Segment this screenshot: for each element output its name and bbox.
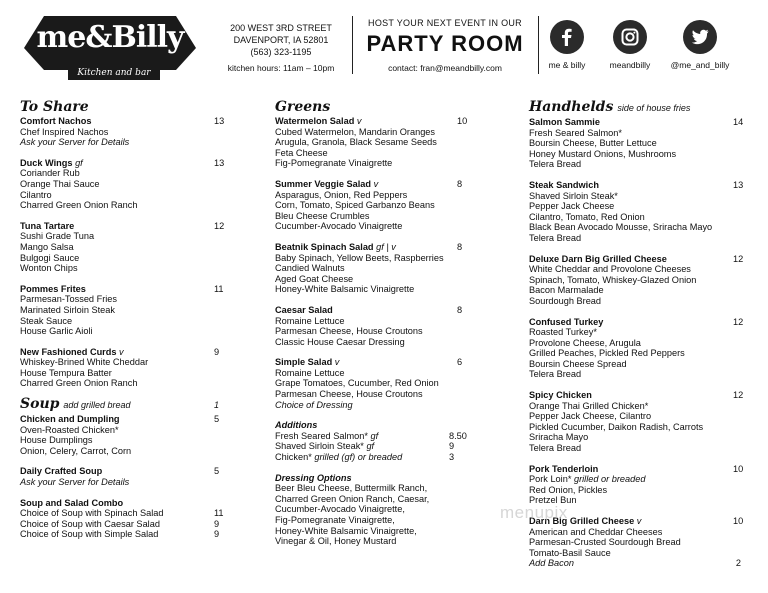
party-room-block <box>356 18 534 73</box>
item-desc: Orange Thai Sauce <box>20 178 100 189</box>
section-header-soup <box>20 395 232 414</box>
menu-column-left <box>20 98 232 550</box>
item-desc: Pickled Cucumber, Daikon Radish, Carrots <box>529 421 704 432</box>
item-diet-tag: gf <box>366 441 375 452</box>
combo-option: Choice of Soup with Simple Salad <box>20 529 159 540</box>
item-name: Simple Salad <box>275 357 333 368</box>
item-price: 10 <box>733 463 744 474</box>
item-diet-tag: v <box>636 516 642 526</box>
item-desc: House Dumplings <box>20 435 93 446</box>
item-desc: Red Onion, Pickles <box>529 484 608 495</box>
item-note: Ask your Server for Details <box>20 137 130 148</box>
item-desc: House Tempura Batter <box>20 367 112 378</box>
addition-label: Fresh Seared Salmon* <box>275 430 368 441</box>
item-price: 9 <box>214 346 220 357</box>
addition-label: Chicken* <box>275 452 312 463</box>
item-desc: Orange Thai Grilled Chicken* <box>529 400 649 411</box>
dressing-line: Cucumber-Avocado Vinaigrette, <box>275 504 405 515</box>
item-desc: Onion, Celery, Carrot, Corn <box>20 445 132 456</box>
item-name: Steak Sandwich <box>529 179 599 190</box>
item-price: 14 <box>733 117 744 127</box>
item-price: 12 <box>733 316 744 327</box>
item-desc: Romaine Lettuce <box>275 315 345 326</box>
item-price: 12 <box>733 390 744 401</box>
item-desc: Parmesan Cheese, House Croutons <box>275 326 423 337</box>
item-name: Beatnik Spinach Salad <box>275 241 374 252</box>
facebook-icon[interactable] <box>550 20 584 54</box>
item-price: 13 <box>214 157 225 168</box>
item-name: Chicken and Dumpling <box>20 414 120 425</box>
dressing-title: Dressing Options <box>275 472 352 483</box>
party-host-text: HOST YOUR NEXT EVENT IN OUR <box>368 18 522 28</box>
item-desc: Honey Mustard Onions, Mushrooms <box>529 148 677 159</box>
social-instagram[interactable] <box>590 20 670 70</box>
party-room-title: PARTY ROOM <box>366 31 524 56</box>
social-handle: meandbilly <box>609 60 651 70</box>
section-note-price: 1 <box>214 400 220 411</box>
item-desc: Charred Green Onion Ranch <box>20 378 138 389</box>
item-price: 3 <box>449 452 455 463</box>
item-desc: Charred Green Onion Ranch <box>20 200 138 211</box>
logo-brand: me&Billy <box>36 20 184 55</box>
item-desc: Provolone Cheese, Arugula <box>529 337 641 348</box>
item-name: Tuna Tartare <box>20 220 75 231</box>
menu-item <box>529 317 751 381</box>
social-handle: me & billy <box>548 60 586 70</box>
item-price: 5 <box>214 414 220 425</box>
item-diet-tag: v <box>334 357 340 368</box>
menu-item <box>20 221 232 274</box>
item-desc: Arugula, Granola, Black Sesame Seeds <box>275 137 437 148</box>
item-desc: Wonton Chips <box>20 263 78 274</box>
section-title-greens: Greens <box>275 99 331 115</box>
item-desc: Pepper Jack Cheese, Cilantro <box>529 411 652 422</box>
item-desc: Marinated Sirloin Steak <box>20 304 115 315</box>
section-note: side of house fries <box>617 103 691 113</box>
item-desc: Fresh Seared Salmon* <box>529 127 622 138</box>
menu-item <box>275 179 475 232</box>
item-name: Soup and Salad Combo <box>20 497 124 508</box>
item-desc: Oven-Roasted Chicken* <box>20 424 119 435</box>
item-desc: House Garlic Aioli <box>20 326 93 337</box>
item-desc: Feta Cheese <box>275 147 328 158</box>
item-desc: Baby Spinach, Yellow Beets, Raspberries <box>275 252 444 263</box>
item-price: 12 <box>214 220 225 231</box>
twitter-icon[interactable] <box>683 20 717 54</box>
combo-option: Choice of Soup with Caesar Salad <box>20 518 160 529</box>
item-desc: Parmesan-Crusted Sourdough Bread <box>529 537 681 548</box>
item-desc: Pork Loin* <box>529 474 572 485</box>
item-desc: Pretzel Bun <box>529 495 577 506</box>
menu-item <box>529 117 751 170</box>
item-desc: Shaved Sirloin Steak* <box>529 190 618 201</box>
logo <box>24 14 196 82</box>
item-desc: Romaine Lettuce <box>275 367 345 378</box>
item-price: 8 <box>457 304 463 315</box>
item-desc: Aged Goat Cheese <box>275 273 354 284</box>
menu-item <box>529 516 751 569</box>
item-desc: Bleu Cheese Crumbles <box>275 210 370 221</box>
menu-item <box>20 158 232 211</box>
item-diet-tag: gf <box>75 157 83 168</box>
item-desc: Honey-White Balsamic Vinaigrette <box>275 284 415 295</box>
item-desc: Fig-Pomegranate Vinaigrette <box>275 158 393 169</box>
addition-label: Shaved Sirloin Steak* <box>275 441 364 452</box>
item-diet-tag: v <box>373 178 379 189</box>
item-desc: Grape Tomatoes, Cucumber, Red Onion <box>275 378 439 389</box>
watermark: menupix <box>500 503 568 522</box>
item-desc: White Cheddar and Provolone Cheeses <box>529 264 691 275</box>
item-note: Choice of Dressing <box>275 399 353 410</box>
dressing-options-block <box>275 473 475 547</box>
additions-block <box>275 420 475 462</box>
dressing-line: Vinegar & Oil, Honey Mustard <box>275 536 397 547</box>
item-desc: Steak Sauce <box>20 315 73 326</box>
item-name: Deluxe Darn Big Grilled Cheese <box>529 253 667 264</box>
item-desc: Chef Inspired Nachos <box>20 126 109 137</box>
party-contact-email[interactable]: contact: fran@meandbilly.com <box>388 63 502 73</box>
menu-item <box>20 466 232 487</box>
address-block <box>206 22 356 74</box>
item-name: Watermelon Salad <box>275 116 355 126</box>
item-name: Caesar Salad <box>275 304 333 315</box>
item-price: 5 <box>214 466 220 477</box>
menu-item <box>275 357 475 410</box>
dressing-line: Charred Green Onion Ranch, Caesar, <box>275 493 430 504</box>
item-name: Summer Veggie Salad <box>275 178 371 189</box>
item-name: New Fashioned Curds <box>20 346 117 357</box>
item-price: 11 <box>214 508 224 519</box>
item-desc: Cucumber-Avocado Vinaigrette <box>275 221 403 232</box>
item-desc: Parmesan Cheese, House Croutons <box>275 389 423 400</box>
kitchen-hours: kitchen hours: 11am – 10pm <box>227 63 335 73</box>
address-street: 200 WEST 3RD STREET <box>230 23 332 33</box>
item-name: Comfort Nachos <box>20 116 92 126</box>
item-name: Pommes Frites <box>20 283 86 294</box>
item-desc: Mango Salsa <box>20 241 74 252</box>
address-city: DAVENPORT, IA 52801 <box>233 35 329 45</box>
item-name: Pork Tenderloin <box>529 463 599 474</box>
item-desc: American and Cheddar Cheeses <box>529 526 663 537</box>
menu-item <box>275 116 475 169</box>
section-note: add grilled bread <box>63 400 131 411</box>
item-name: Daily Crafted Soup <box>20 466 103 477</box>
item-desc: Spinach, Tomato, Whiskey-Glazed Onion <box>529 274 697 285</box>
item-diet-tag: grilled (gf) or breaded <box>314 452 403 463</box>
item-desc: Coriander Rub <box>20 168 80 179</box>
add-on-label: Add Bacon <box>529 558 574 569</box>
menu-item <box>275 242 475 295</box>
item-price: 8 <box>457 241 463 252</box>
item-price: 9 <box>449 441 455 452</box>
menu-item <box>20 498 232 540</box>
item-price: 11 <box>214 283 224 294</box>
item-desc: Bulgogi Sauce <box>20 252 80 263</box>
item-desc: Candied Walnuts <box>275 263 345 274</box>
item-price: 10 <box>457 116 468 126</box>
item-desc: Tomato-Basil Sauce <box>529 547 611 558</box>
menu-item <box>529 180 751 244</box>
section-title-to-share: To Share <box>20 99 89 115</box>
item-diet-tag: v <box>119 346 124 357</box>
menu-column-middle <box>275 98 475 557</box>
item-price: 8 <box>457 178 463 189</box>
section-title-soup: Soup <box>20 396 60 413</box>
social-handle: @me_and_billy <box>670 60 730 70</box>
additions-title: Additions <box>275 420 318 431</box>
menu-item <box>529 254 751 307</box>
item-price: 10 <box>733 516 744 526</box>
item-desc: Telera Bread <box>529 159 582 170</box>
menu-item <box>20 284 232 337</box>
combo-option: Choice of Soup with Spinach Salad <box>20 508 164 519</box>
dressing-line: Beer Bleu Cheese, Buttermilk Ranch, <box>275 483 428 494</box>
address-phone[interactable]: (563) 323-1195 <box>250 47 312 57</box>
item-diet-tag: v <box>356 116 362 126</box>
item-desc: Telera Bread <box>529 232 582 243</box>
item-price: 9 <box>214 518 220 529</box>
item-desc: Boursin Cheese, Butter Lettuce <box>529 138 657 149</box>
item-price: 8.50 <box>449 430 467 441</box>
item-desc: Corn, Tomato, Spiced Garbanzo Beans <box>275 200 435 211</box>
item-desc: Cubed Watermelon, Mandarin Oranges <box>275 126 436 137</box>
item-desc: Whiskey-Brined White Cheddar <box>20 357 149 368</box>
dressing-line: Honey-White Balsamic Vinaigrette, <box>275 525 417 536</box>
item-name: Confused Turkey <box>529 316 604 327</box>
section-title-handhelds: Handhelds <box>529 99 614 115</box>
header-divider <box>352 16 353 74</box>
item-diet-tag: gf | v <box>376 241 396 252</box>
item-desc: Parmesan-Tossed Fries <box>20 294 118 305</box>
item-desc: Classic House Caesar Dressing <box>275 336 405 347</box>
item-price: 13 <box>214 116 225 126</box>
dressing-line: Fig-Pomegranate Vinaigrette, <box>275 515 395 525</box>
item-note: grilled or breaded <box>573 474 646 485</box>
item-price: 12 <box>733 253 744 264</box>
item-desc: Telera Bread <box>529 369 582 380</box>
item-price: 6 <box>457 357 463 368</box>
menu-item <box>20 414 232 456</box>
menu-item <box>20 347 232 389</box>
menu-item <box>20 116 232 148</box>
item-desc: Roasted Turkey* <box>529 327 597 338</box>
item-desc: Pepper Jack Cheese <box>529 201 615 212</box>
item-name: Darn Big Grilled Cheese <box>529 516 635 526</box>
item-name: Spicy Chicken <box>529 390 592 401</box>
item-desc: Grilled Peaches, Pickled Red Peppers <box>529 348 685 359</box>
item-desc: Telera Bread <box>529 443 582 454</box>
item-price: 13 <box>733 179 744 190</box>
menu-item <box>529 464 751 506</box>
item-diet-tag: gf <box>370 430 379 441</box>
instagram-icon[interactable] <box>613 20 647 54</box>
item-desc: Black Bean Avocado Mousse, Sriracha Mayo <box>529 222 713 233</box>
item-desc: Sourdough Bread <box>529 295 602 306</box>
item-desc: Sriracha Mayo <box>529 432 589 443</box>
item-desc: Cilantro <box>20 189 52 200</box>
item-price: 9 <box>214 529 220 540</box>
item-desc: Sushi Grade Tuna <box>20 231 95 242</box>
item-name: Salmon Sammie <box>529 117 600 127</box>
item-desc: Asparagus, Onion, Red Peppers <box>275 189 408 200</box>
item-desc: Boursin Cheese Spread <box>529 358 627 369</box>
menu-item <box>275 305 475 347</box>
item-desc: Bacon Marmalade <box>529 285 604 296</box>
social-twitter[interactable] <box>660 20 740 70</box>
item-name: Duck Wings <box>20 157 73 168</box>
item-note: Ask your Server for Details <box>20 477 130 488</box>
item-desc: Cilantro, Tomato, Red Onion <box>529 211 645 222</box>
menu-item <box>529 390 751 454</box>
logo-tagline: Kitchen and bar <box>77 68 151 78</box>
item-price: 2 <box>735 558 741 569</box>
